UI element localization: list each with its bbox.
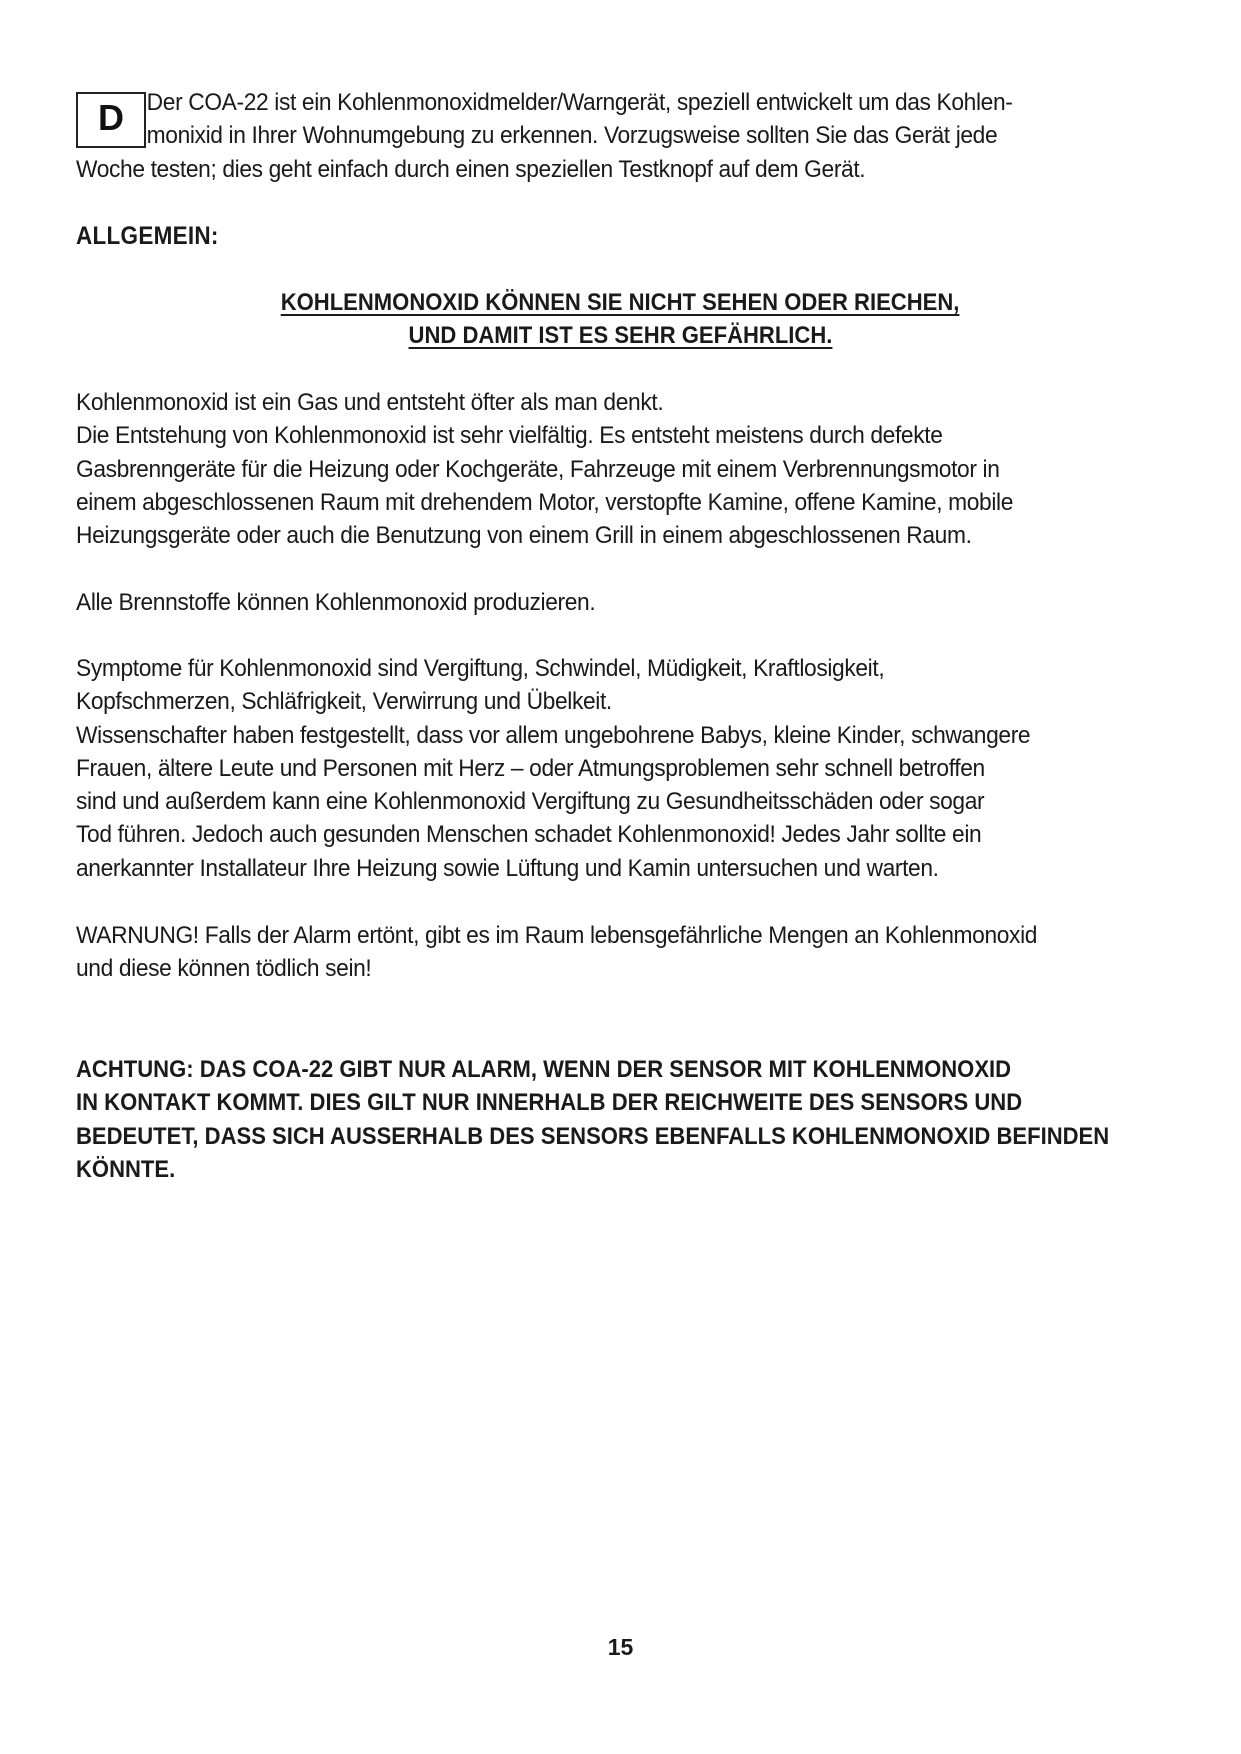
warning-title-text: KOHLENMONOXID KÖNNEN SIE NICHT SEHEN ODER RIECHEN,: [281, 289, 960, 316]
warning-paragraph: [76, 919, 1099, 986]
origin-paragraph: [76, 386, 1099, 552]
text-line: Symptome für Kohlenmonoxid sind Vergiftung, Schwindel, Müdigkeit, Kraftlosigkeit,: [76, 655, 885, 682]
warning-title-line-2: [0, 319, 1241, 352]
caution-line: BEDEUTET, DASS SICH AUSSERHALB DES SENSORS EBENFALLS KOHLENMONOXID BEFINDEN: [76, 1122, 1110, 1150]
text-line: Heizungsgeräte oder auch die Benutzung von einem Grill in einem abgeschlossenen Raum.: [76, 522, 972, 550]
text-line: Der COA-22 ist ein Kohlenmonoxidmelder/Warngerät, speziell entwickelt um das Kohlen-: [146, 89, 1013, 116]
text-line: Kohlenmonoxid ist ein Gas und entsteht öfter als man denkt.: [76, 389, 664, 416]
warning-title-text: UND DAMIT IST ES SEHR GEFÄHRLICH.: [408, 322, 833, 349]
text-line: sind und außerdem kann eine Kohlenmonoxid Vergiftung zu Gesundheitsschäden oder sogar: [76, 788, 985, 816]
text-line: Die Entstehung von Kohlenmonoxid ist sehr vielfältig. Es entsteht meistens durch defekte: [76, 422, 943, 450]
caution-notice: [76, 1053, 1156, 1186]
text-line: Frauen, ältere Leute und Personen mit Herz – oder Atmungsproblemen sehr schnell betroffen: [76, 754, 985, 782]
caution-line: ACHTUNG: DAS COA-22 GIBT NUR ALARM, WENN DER SENSOR MIT KOHLENMONOXID: [76, 1056, 1012, 1083]
intro-paragraph: [76, 86, 1099, 186]
text-line: Wissenschafter haben festgestellt, dass vor allem ungebohrene Babys, kleine Kinder, schwangere: [76, 721, 1031, 749]
text-line: und diese können tödlich sein!: [76, 955, 372, 983]
caution-line: KÖNNTE.: [76, 1155, 176, 1183]
text-line: anerkannter Installateur Ihre Heizung sowie Lüftung und Kamin untersuchen und warten.: [76, 854, 939, 882]
text-line: monixid in Ihrer Wohnumgebung zu erkennen. Vorzugsweise sollten Sie das Gerät jede: [146, 122, 998, 150]
fuels-paragraph: [76, 586, 1099, 619]
page-number: 15: [607, 1634, 634, 1660]
warning-title-line-1: [0, 286, 1241, 319]
text-line: einem abgeschlossenen Raum mit drehendem Motor, verstopfte Kamine, offene Kamine, mobile: [76, 488, 1014, 516]
language-badge: D: [76, 92, 146, 148]
text-line: Tod führen. Jedoch auch gesunden Menschen schadet Kohlenmonoxid! Jedes Jahr sollte ein: [76, 821, 982, 849]
text-line: Kopfschmerzen, Schläfrigkeit, Verwirrung und Übelkeit.: [76, 688, 612, 716]
symptoms-paragraph: [76, 652, 1099, 885]
text-line: Woche testen; dies geht einfach durch einen speziellen Testknopf auf dem Gerät.: [76, 155, 866, 183]
section-heading: ALLGEMEIN:: [76, 222, 219, 250]
text-line: WARNUNG! Falls der Alarm ertönt, gibt es im Raum lebensgefährliche Mengen an Kohlenmonoxid: [76, 922, 1038, 949]
caution-line: IN KONTAKT KOMMT. DIES GILT NUR INNERHALB DER REICHWEITE DES SENSORS UND: [76, 1089, 1023, 1117]
text-line: Gasbrenngeräte für die Heizung oder Kochgeräte, Fahrzeuge mit einem Verbrennungsmotor in: [76, 455, 1000, 483]
text-line: Alle Brennstoffe können Kohlenmonoxid produzieren.: [76, 589, 596, 616]
